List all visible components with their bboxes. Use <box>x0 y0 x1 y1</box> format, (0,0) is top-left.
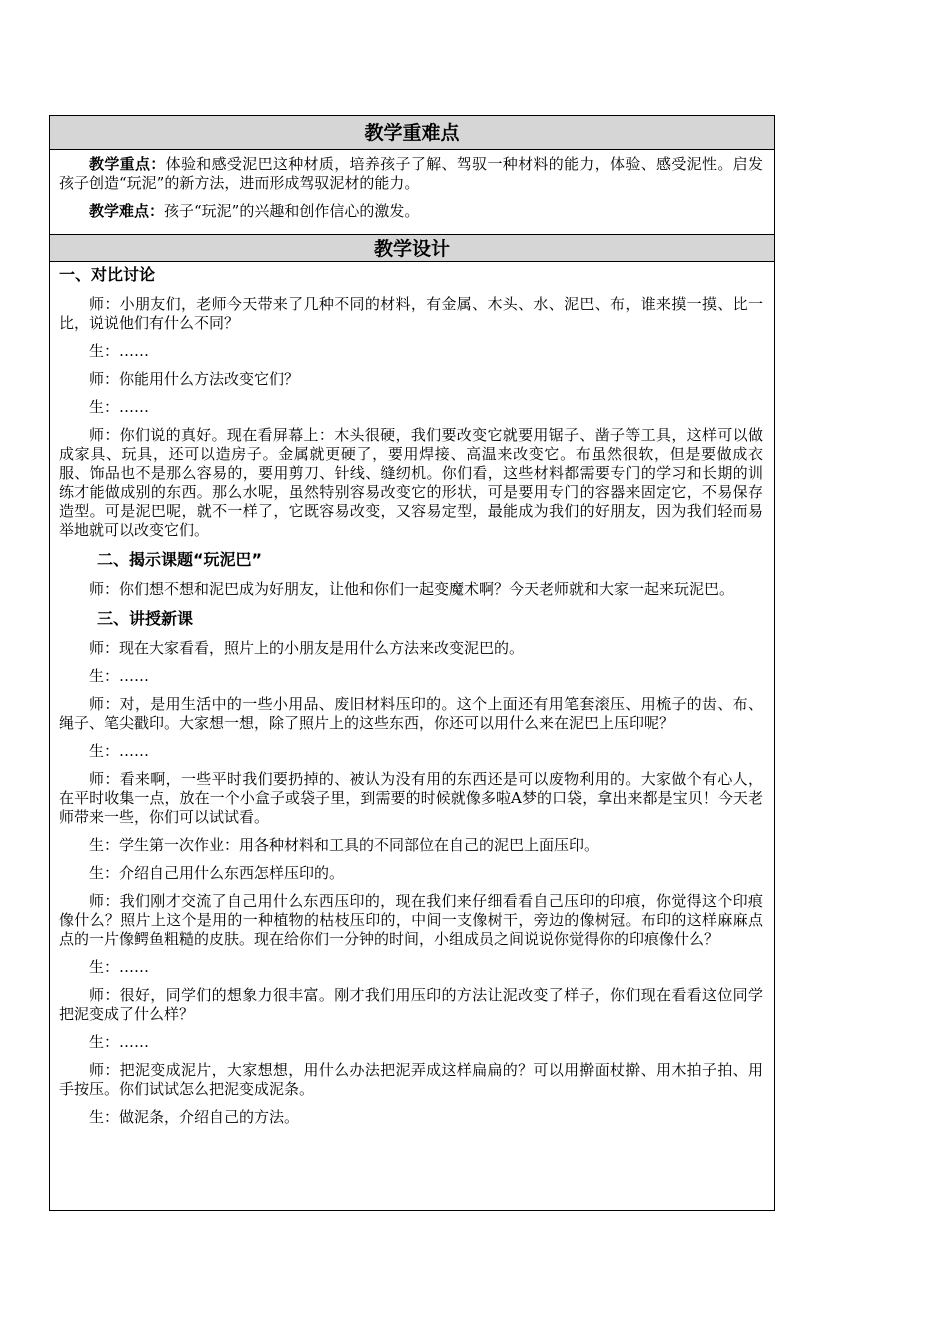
paragraph: 师：把泥变成泥片，大家想想，用什么办法把泥弄成这样扁扁的？可以用擀面杖擀、用木拍子拍、用手按压。你们试试怎么把泥变成泥条。 <box>59 1061 763 1098</box>
key-point-paragraph <box>59 155 763 193</box>
section-heading-3: 三、讲授新课 <box>97 609 194 628</box>
paragraph: 师：你们说的真好。现在看屏幕上：木头很硬，我们要改变它就要用锯子、凿子等工具，这样可以做成家具、玩具，还可以造房子。金属就更硬了，要用焊接、高温来改变它。布虽然很软，但是要做成衣服、饰品也不是那么容易的，要用剪刀、针线、缝纫机。你们看，这些材料都需要专门的学习和长期的训练才能做成别的东西。那么水呢，虽然特别容易改变它的形状，可是要用专门的容器来固定它，不易保存造型。可是泥巴呢，就不一样了，它既容易改变，又容易定型，最能成为我们的好朋友，因为我们轻而易举地就可以改变它们。 <box>59 426 763 539</box>
paragraph: 生：学生第一次作业：用各种材料和工具的不同部位在自己的泥巴上面压印。 <box>89 836 600 854</box>
paragraph: 生：介绍自己用什么东西怎样压印的。 <box>89 864 345 882</box>
design-header: 教学设计 <box>50 234 774 262</box>
lesson-table <box>49 115 775 1211</box>
paragraph: 生：…… <box>89 667 150 685</box>
focus-section <box>50 150 774 234</box>
difficulty-text: 孩子“玩泥”的兴趣和创作信心的激发。 <box>164 202 420 220</box>
paragraph: 师：很好，同学们的想象力很丰富。刚才我们用压印的方法让泥改变了样子，你们现在看看这位同学把泥变成了什么样？ <box>59 986 763 1023</box>
paragraph: 师：小朋友们，老师今天带来了几种不同的材料，有金属、木头、水、泥巴、布，谁来摸一摸、比一比，说说他们有什么不同？ <box>59 295 763 332</box>
difficulty-paragraph <box>59 202 763 221</box>
paragraph: 生：…… <box>89 398 150 416</box>
difficulty-label: 教学难点： <box>89 202 165 220</box>
paragraph: 师：现在大家看看，照片上的小朋友是用什么方法来改变泥巴的。 <box>89 639 525 657</box>
paragraph: 生：…… <box>89 342 150 360</box>
section-heading-2: 二、揭示课题“玩泥巴” <box>97 550 263 569</box>
paragraph: 生：…… <box>89 958 150 976</box>
paragraph: 师：你们想不想和泥巴成为好朋友，让他和你们一起变魔术啊？今天老师就和大家一起来玩泥巴。 <box>89 580 735 598</box>
paragraph: 生：做泥条，介绍自己的方法。 <box>89 1108 300 1126</box>
design-section <box>50 262 774 1127</box>
paragraph: 师：对，是用生活中的一些小用品、废旧材料压印的。这个上面还有用笔套滚压、用梳子的齿、布、绳子、笔尖戳印。大家想一想，除了照片上的这些东西，你还可以用什么来在泥巴上压印呢？ <box>59 695 763 732</box>
paragraph: 师：看来啊，一些平时我们要扔掉的、被认为没有用的东西还是可以废物利用的。大家做个有心人，在平时收集一点，放在一个小盒子或袋子里，到需要的时候就像多啦A梦的口袋，拿出来都是宝贝！今天老师带来一些，你们可以试试看。 <box>59 770 763 826</box>
paragraph: 生：…… <box>89 742 150 760</box>
key-point-label: 教学重点： <box>89 155 166 173</box>
focus-header: 教学重难点 <box>50 116 774 150</box>
paragraph: 生：…… <box>89 1033 150 1051</box>
paragraph: 师：我们刚才交流了自己用什么东西压印的，现在我们来仔细看看自己压印的印痕，你觉得这个印痕像什么？照片上这个是用的一种植物的枯枝压印的，中间一支像树干，旁边的像树冠。布印的这样麻麻点点的一片像鳄鱼粗糙的皮肤。现在给你们一分钟的时间，小组成员之间说说你觉得你的印痕像什么？ <box>59 892 763 948</box>
paragraph: 师：你能用什么方法改变它们？ <box>89 370 300 388</box>
section-heading-1: 一、对比讨论 <box>59 265 156 284</box>
key-point-text: 体验和感受泥巴这种材质，培养孩子了解、驾驭一种材料的能力，体验、感受泥性。启发孩子创造“玩泥”的新方法，进而形成驾驭泥材的能力。 <box>59 155 763 192</box>
